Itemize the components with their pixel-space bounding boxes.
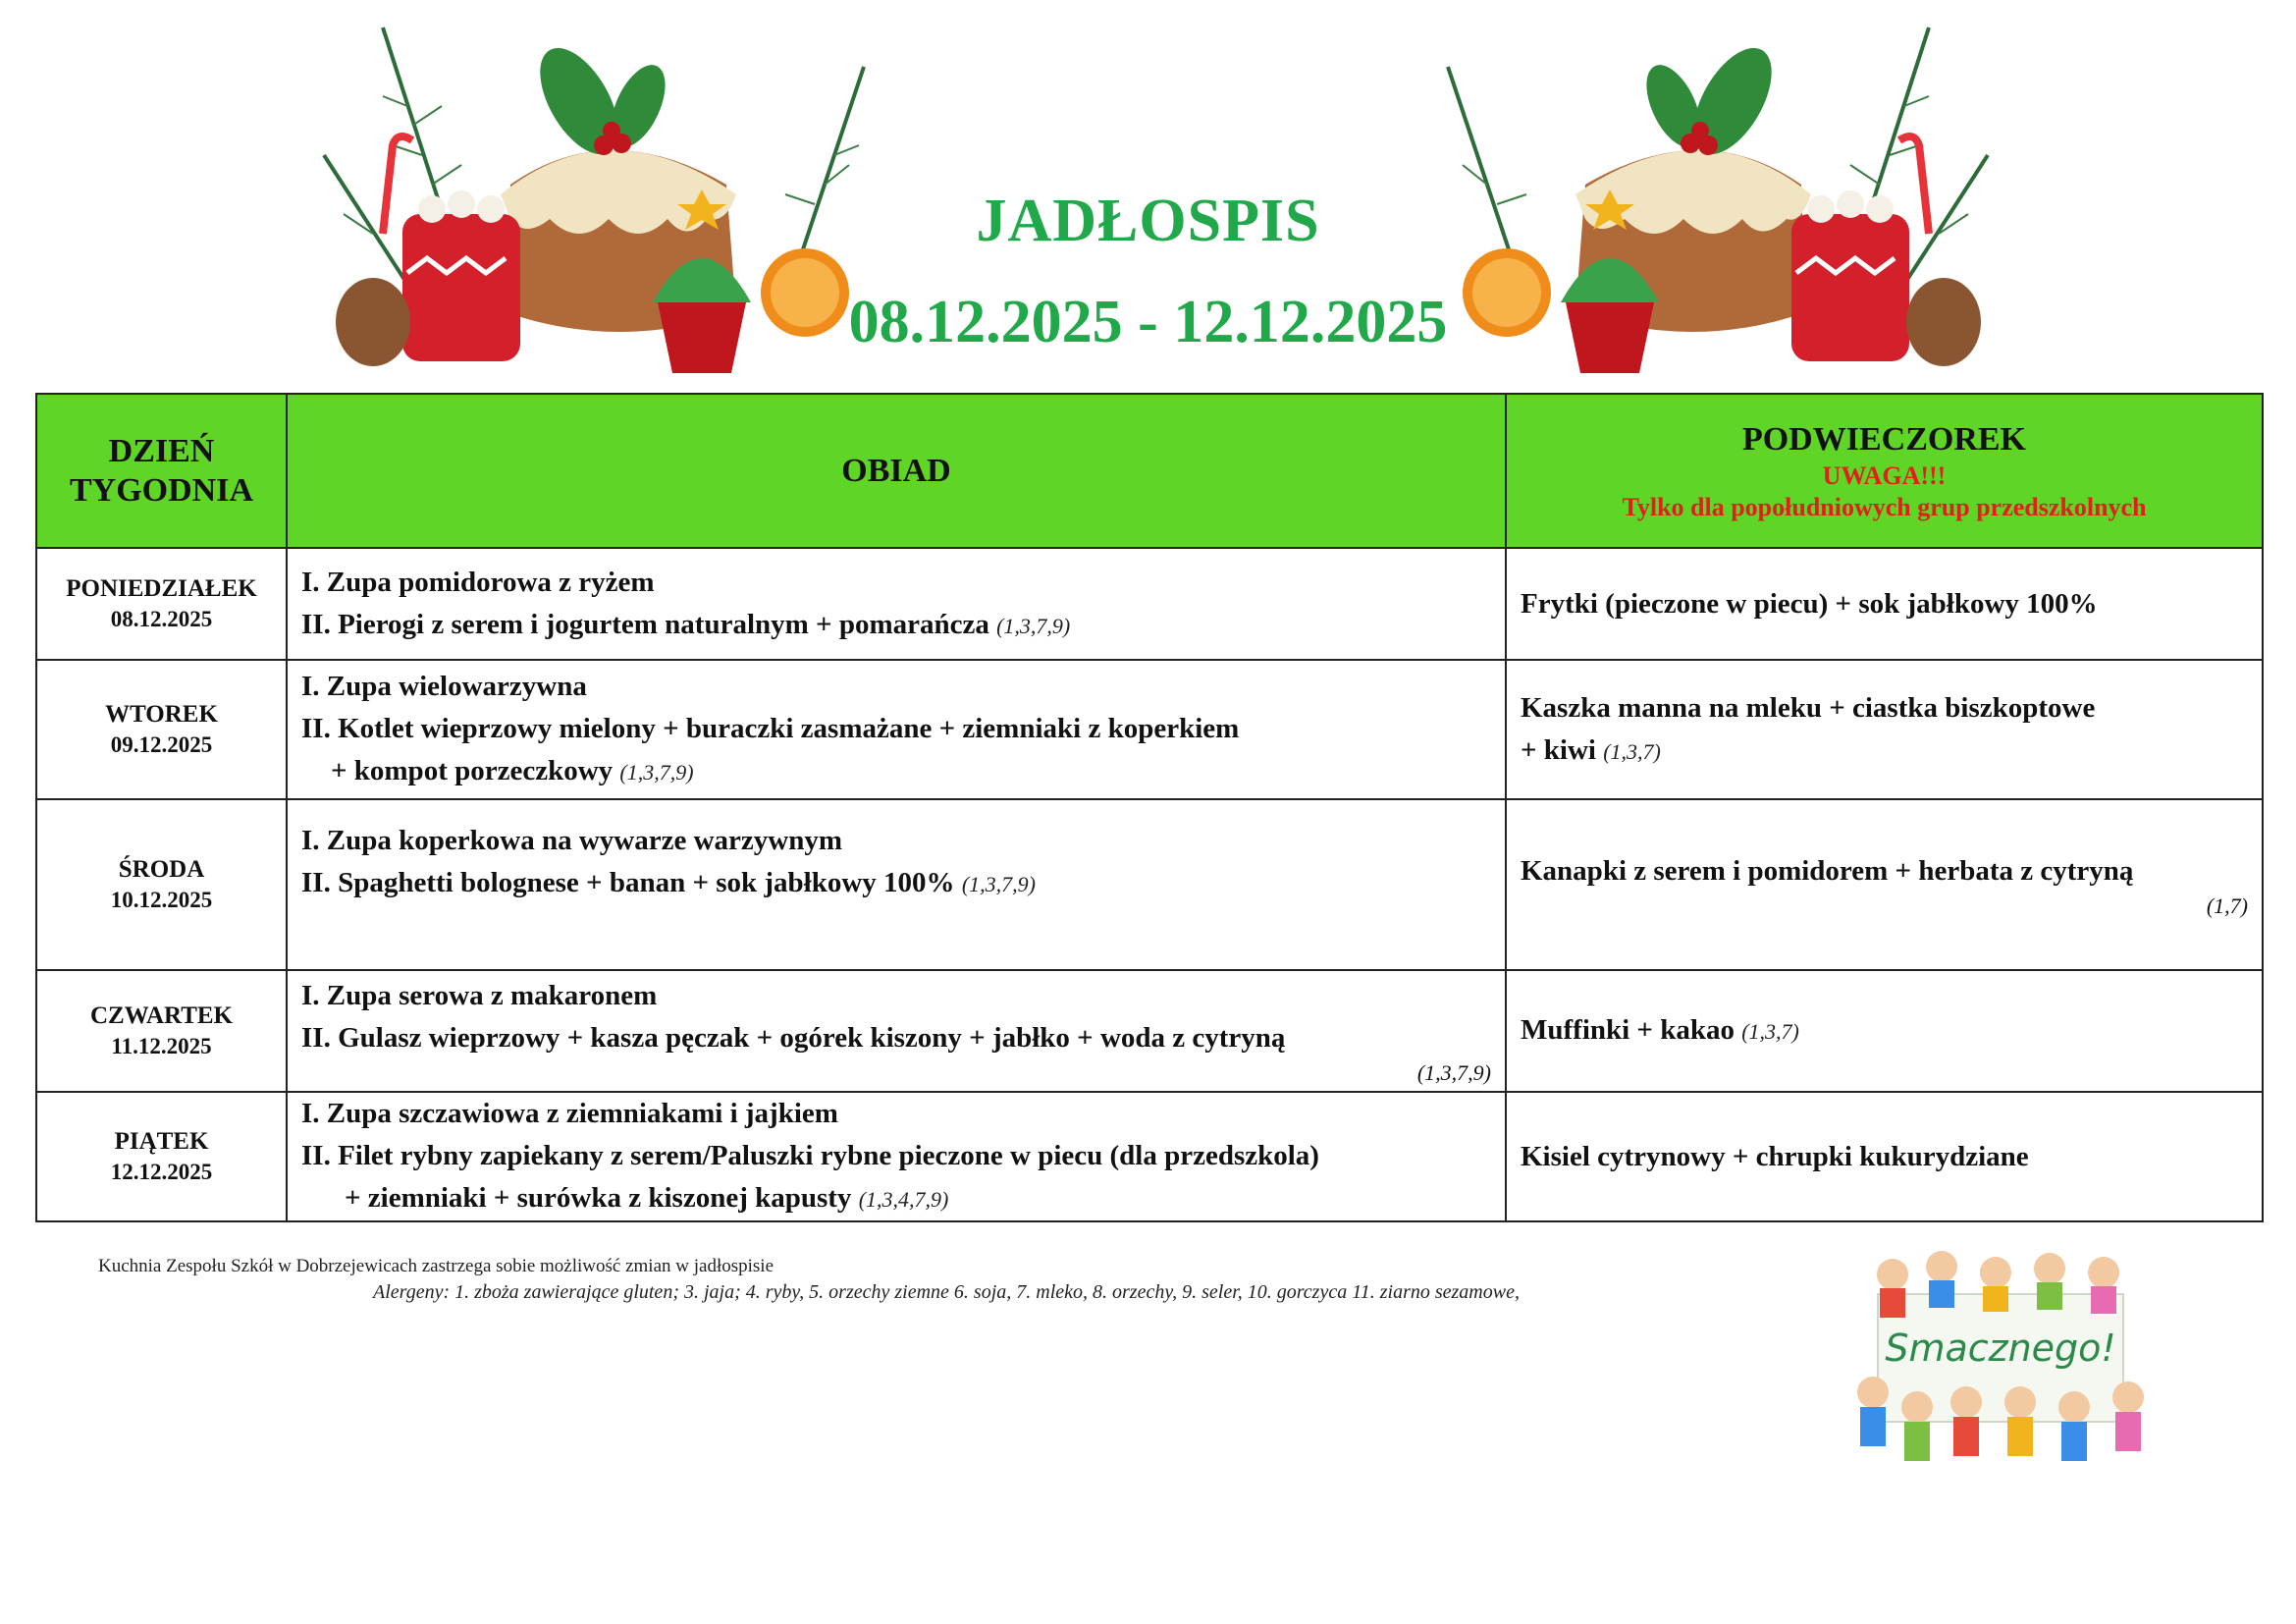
day-cell	[36, 660, 287, 799]
snack-line-text: Muffinki + kakao	[1521, 1014, 1735, 1046]
lunch-line: I. Zupa serowa z makaronem	[301, 980, 658, 1011]
header-day-line1: DZIEŃ	[108, 432, 215, 469]
day-date: 09.12.2025	[110, 732, 213, 757]
allergens: (1,3,7,9)	[619, 760, 694, 785]
allergens: (1,3,7,9)	[1416, 1060, 1491, 1085]
lunch-line: II. Kotlet wieprzowy mielony + buraczki zasmażane + ziemniaki z koperkiem	[301, 713, 1240, 744]
header-snack-title: PODWIECZOREK	[1741, 420, 2027, 458]
day-name: WTOREK	[105, 701, 218, 728]
header-lunch: OBIAD	[287, 394, 1506, 548]
snack-line: Frytki (pieczone w piecu) + sok jabłkowy 100%	[1521, 587, 2098, 620]
table-row	[36, 970, 2263, 1092]
snack-line	[1521, 1009, 2248, 1053]
smacznego-children-image-icon	[1839, 1245, 2163, 1473]
lunch-cell	[287, 970, 1506, 1092]
day-date: 10.12.2025	[110, 888, 213, 912]
day-date: 12.12.2025	[110, 1160, 213, 1184]
header-snack-note: Tylko dla popołudniowych grup przedszkolnych	[1622, 492, 2147, 521]
snack-cell	[1506, 660, 2263, 799]
lunch-line-text: + ziemniaki + surówka z kiszonej kapusty	[345, 1182, 852, 1214]
lunch-line-text: II. Spaghetti bolognese + banan + sok jabłkowy 100%	[301, 867, 955, 898]
menu-table	[35, 393, 2264, 1222]
snack-line-text: + kiwi	[1521, 733, 1596, 766]
lunch-cell	[287, 548, 1506, 660]
snack-cell	[1506, 548, 2263, 660]
header-snack	[1506, 394, 2263, 548]
day-cell	[36, 970, 287, 1092]
table-row	[36, 1092, 2263, 1221]
day-name: PIĄTEK	[114, 1128, 209, 1155]
snack-line: Kaszka manna na mleku + ciastka biszkoptowe	[1521, 691, 2096, 724]
date-range: 08.12.2025 - 12.12.2025	[848, 289, 1448, 355]
day-name: ŚRODA	[118, 856, 205, 883]
header-day-line2: TYGODNIA	[69, 471, 254, 509]
kitchen-note: Kuchnia Zespołu Szkół w Dobrzejewicach zastrzega sobie możliwość zmian w jadłospisie	[98, 1256, 774, 1276]
allergens-legend: Alergeny: 1. zboża zawierające gluten; 3. jaja; 4. ryby, 5. orzechy ziemne 6. soja, 7. mleko, 8. orzechy, 9. seler, 10. gorczyca 11. ziarno sezamowe,	[373, 1281, 1520, 1303]
allergens: (1,3,7)	[1741, 1019, 1799, 1044]
lunch-cell	[287, 1092, 1506, 1221]
snack-cell	[1506, 970, 2263, 1092]
day-name: CZWARTEK	[90, 1002, 233, 1029]
snack-line: Kanapki z serem i pomidorem + herbata z cytryną	[1521, 854, 2134, 887]
lunch-line	[301, 862, 1491, 905]
lunch-line: I. Zupa pomidorowa z ryżem	[301, 566, 655, 598]
table-row	[36, 660, 2263, 799]
allergens: (1,3,7)	[1603, 738, 1661, 764]
allergens: (1,3,4,7,9)	[858, 1187, 949, 1212]
table-row	[36, 548, 2263, 660]
snack-cell	[1506, 1092, 2263, 1221]
allergens: (1,3,7,9)	[996, 613, 1071, 638]
lunch-line: I. Zupa wielowarzywna	[301, 671, 587, 702]
allergens: (1,3,7,9)	[961, 872, 1036, 896]
lunch-line: II. Gulasz wieprzowy + kasza pęczak + ogórek kiszony + jabłko + woda z cytryną	[301, 1022, 1286, 1054]
lunch-line: I. Zupa szczawiowa z ziemniakami i jajkiem	[301, 1098, 838, 1129]
lunch-line: I. Zupa koperkowa na wywarze warzywnym	[301, 825, 842, 856]
lunch-cell	[287, 799, 1506, 970]
lunch-line	[301, 1177, 1491, 1220]
page-title: JADŁOSPIS	[976, 188, 1320, 254]
day-cell	[36, 548, 287, 660]
day-cell	[36, 799, 287, 970]
snack-line: Kisiel cytrynowy + chrupki kukurydziane	[1521, 1140, 2029, 1172]
table-header-row	[36, 394, 2263, 548]
day-name: PONIEDZIAŁEK	[66, 575, 257, 602]
lunch-line-text: II. Pierogi z serem i jogurtem naturalnym + pomarańcza	[301, 608, 989, 640]
snack-line	[1521, 730, 2248, 773]
lunch-line	[301, 750, 1491, 793]
day-cell	[36, 1092, 287, 1221]
allergens: (1,7)	[2206, 893, 2248, 918]
table-row	[36, 799, 2263, 970]
day-date: 08.12.2025	[110, 607, 213, 631]
header-snack-warning: UWAGA!!!	[1822, 460, 1947, 490]
smacznego-text: Smacznego!	[1885, 1326, 2116, 1370]
day-date: 11.12.2025	[111, 1034, 212, 1058]
snack-cell	[1506, 799, 2263, 970]
lunch-line	[301, 604, 1491, 647]
lunch-cell	[287, 660, 1506, 799]
lunch-line: II. Filet rybny zapiekany z serem/Paluszki rybne pieczone w piecu (dla przedszkola)	[301, 1140, 1319, 1171]
header-day	[36, 394, 287, 548]
lunch-line-text: + kompot porzeczkowy	[331, 755, 614, 786]
